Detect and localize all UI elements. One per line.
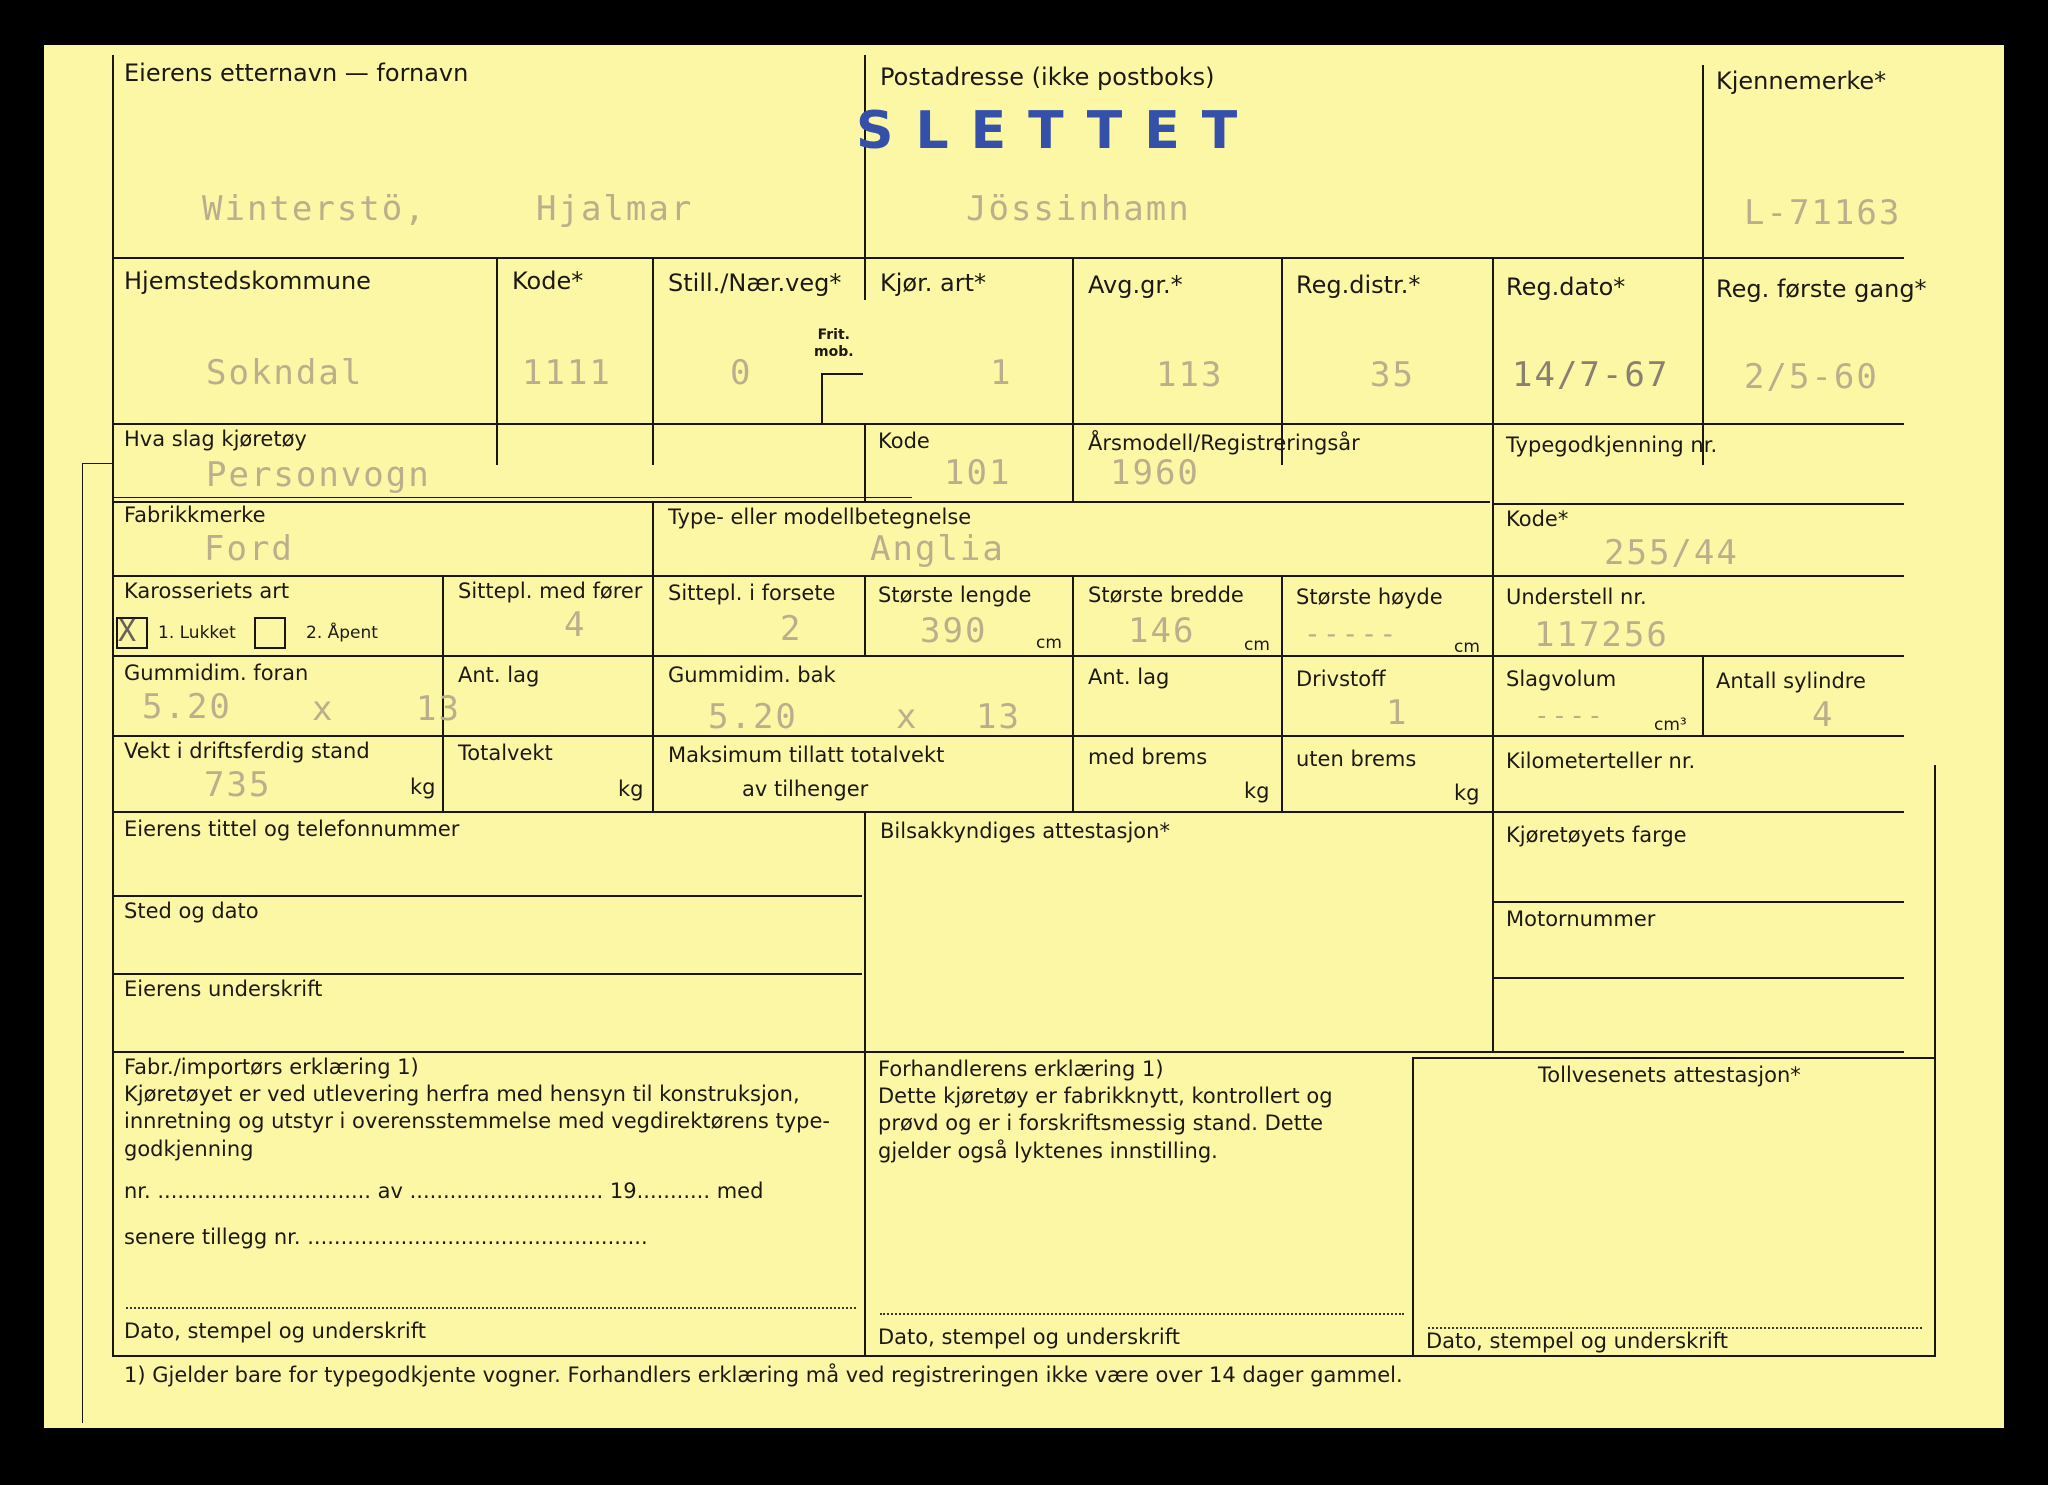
- row-divider: [112, 575, 1904, 577]
- open-label: 2. Åpent: [306, 623, 378, 643]
- cylinders-value: 4: [1812, 695, 1835, 735]
- with-brake-unit: kg: [1244, 779, 1270, 803]
- footnote: 1) Gjelder bare for typegodkjente vogner. Forhandlers erklæring må ved registreringen ikke være over 14 dager gammel.: [124, 1363, 1403, 1387]
- col-divider: [496, 257, 498, 465]
- plate-value: L-71163: [1744, 193, 1902, 233]
- col-divider: [1412, 1057, 1414, 1357]
- municipality-label: Hjemstedskommune: [124, 267, 371, 295]
- kode2-label: Kode*: [1506, 507, 1569, 531]
- owner-surname: Winterstö,: [202, 189, 427, 229]
- dealer-stamp-sign: Dato, stempel og underskrift: [878, 1325, 1180, 1349]
- length-unit: cm: [1036, 633, 1062, 653]
- seats-driver-label: Sittepl. med fører: [458, 579, 643, 603]
- municipality-value: Sokndal: [206, 353, 364, 393]
- height-value: -----: [1304, 617, 1399, 650]
- dealer-declaration-text: Dette kjøretøy er fabrikknytt, kontrollert og prøvd og er i forskriftsmessig stand. Dette gjelder også lyktenes innstilling.: [878, 1084, 1333, 1163]
- row-divider: [112, 895, 862, 897]
- code-value: 1111: [522, 353, 612, 393]
- reg-dato-value: 14/7-67: [1512, 355, 1670, 395]
- cylinders-label: Antall sylindre: [1716, 669, 1866, 693]
- col-divider-long: [1492, 423, 1494, 1053]
- vehicle-color-label: Kjøretøyets farge: [1506, 823, 1687, 847]
- col-divider: [1072, 423, 1074, 503]
- avg-gr-label: Avg.gr.*: [1088, 271, 1183, 299]
- importer-stamp-sign: Dato, stempel og underskrift: [124, 1319, 426, 1343]
- with-brake-label: med brems: [1088, 745, 1208, 769]
- customs-attestation-title: Tollvesenets attestasjon*: [1538, 1063, 1801, 1087]
- address-value: Jössinhamn: [966, 189, 1191, 229]
- bottom-rule: [112, 1355, 1936, 1357]
- seats-driver-value: 4: [564, 605, 587, 645]
- address-label: Postadresse (ikke postboks): [880, 63, 1215, 91]
- reg-first-value: 2/5-60: [1744, 357, 1879, 397]
- make-label: Fabrikkmerke: [124, 503, 266, 527]
- divider-owner-address: [864, 55, 866, 300]
- row-divider: [1492, 503, 1904, 505]
- weight-value: 735: [204, 765, 272, 805]
- importer-declaration-title: Fabr./importørs erklæring 1): [124, 1055, 419, 1079]
- vehicle-code-value: 101: [944, 453, 1012, 493]
- reg-dato-label: Reg.dato*: [1506, 273, 1626, 301]
- col-divider: [864, 577, 866, 657]
- chassis-value: 117256: [1534, 615, 1669, 655]
- vehicle-kind-value: Personvogn: [206, 455, 431, 495]
- make-value: Ford: [204, 529, 294, 569]
- divider-row2-row3: [112, 423, 1904, 425]
- type-approval-label: Typegodkjenning nr.: [1506, 433, 1718, 457]
- height-label: Største høyde: [1296, 585, 1443, 609]
- col-divider: [652, 257, 654, 465]
- weight-unit: kg: [410, 775, 436, 799]
- row-divider: [1492, 901, 1904, 903]
- fuel-value: 1: [1386, 693, 1409, 733]
- col-divider: [1072, 577, 1074, 813]
- vehicle-code-label: Kode: [878, 429, 930, 453]
- layers-front-label: Ant. lag: [458, 663, 540, 687]
- tyres-rear-x: x: [896, 697, 919, 737]
- volume-label: Slagvolum: [1506, 667, 1617, 691]
- left-margin-bracket-top: [82, 463, 112, 464]
- total-weight-label: Totalvekt: [458, 741, 553, 765]
- height-unit: cm: [1454, 637, 1480, 657]
- length-label: Største lengde: [878, 583, 1032, 607]
- tyres-rear-label: Gummidim. bak: [668, 663, 836, 687]
- max-weight-label: Maksimum tillatt totalvekt: [668, 743, 945, 767]
- owner-signature-label: Eierens underskrift: [124, 977, 323, 1001]
- layers-rear-label: Ant. lag: [1088, 665, 1170, 689]
- col-divider: [652, 503, 654, 813]
- model-label: Type- eller modellbetegnelse: [668, 505, 972, 529]
- expert-attestation-label: Bilsakkyndiges attestasjon*: [880, 819, 1170, 843]
- closed-check-mark: X: [118, 614, 137, 649]
- tyres-rear-rim: 13: [976, 697, 1021, 737]
- odometer-label: Kilometerteller nr.: [1506, 749, 1696, 773]
- row-divider: [1492, 977, 1904, 979]
- plate-label: Kjennemerke*: [1716, 67, 1887, 95]
- row-divider: [112, 497, 912, 498]
- reg-first-label: Reg. første gang*: [1716, 275, 1927, 303]
- frit-mob-label: Frit. mob.: [814, 327, 854, 360]
- left-margin-bracket: [82, 463, 83, 1423]
- reg-distr-label: Reg.distr.*: [1296, 271, 1421, 299]
- volume-unit: cm³: [1654, 715, 1687, 735]
- karosseri-label: Karosseriets art: [124, 579, 290, 603]
- slettet-stamp: SLETTET: [856, 101, 1260, 161]
- row-divider: [112, 973, 862, 975]
- row-divider: [112, 501, 1490, 503]
- row-divider: [112, 811, 1904, 813]
- kode2-value: 255/44: [1604, 533, 1739, 573]
- open-checkbox[interactable]: [254, 617, 286, 649]
- length-value: 390: [920, 611, 988, 651]
- tyres-front-rim: 13: [416, 689, 461, 729]
- frame-left-border: [112, 55, 114, 1355]
- importer-declaration-text: Kjøretøyet er ved utlevering herfra med hensyn til konstruksjon, innretning og utstyr i overensstemmelse med vegdirektørens type- godkjenning: [124, 1082, 830, 1161]
- col-divider: [1281, 577, 1283, 813]
- row-divider: [112, 1051, 1904, 1053]
- frame-right-border: [1934, 765, 1936, 1355]
- reg-distr-value: 35: [1370, 355, 1415, 395]
- total-weight-unit: kg: [618, 777, 644, 801]
- dealer-declaration-title: Forhandlerens erklæring 1): [878, 1057, 1164, 1081]
- closed-label: 1. Lukket: [158, 623, 236, 643]
- row-divider: [112, 655, 1904, 657]
- col-divider: [864, 423, 866, 503]
- kjor-art-label: Kjør. art*: [880, 269, 986, 297]
- tyres-front-size: 5.20: [142, 687, 232, 727]
- tyres-front-label: Gummidim. foran: [124, 661, 309, 685]
- code-label: Kode*: [512, 267, 584, 295]
- divider-header-row2: [112, 257, 1904, 259]
- weight-label: Vekt i driftsferdig stand: [124, 739, 370, 763]
- width-label: Største bredde: [1088, 583, 1244, 607]
- row-divider: [1412, 1057, 1934, 1059]
- place-date-label: Sted og dato: [124, 899, 259, 923]
- fuel-label: Drivstoff: [1296, 667, 1386, 691]
- signature-dotted-line: [880, 1313, 1404, 1315]
- frit-mob-tick-top: [821, 373, 863, 375]
- still-label: Still./Nær.veg*: [668, 269, 842, 297]
- owner-firstname: Hjalmar: [536, 189, 694, 229]
- col-divider: [864, 1051, 866, 1355]
- still-value: 0: [730, 353, 753, 393]
- year-value: 1960: [1110, 453, 1200, 493]
- avg-gr-value: 113: [1156, 355, 1224, 395]
- without-brake-label: uten brems: [1296, 747, 1417, 771]
- trailer-label: av tilhenger: [742, 777, 869, 801]
- importer-later-line: senere tillegg nr. ...................................................: [124, 1225, 648, 1249]
- model-value: Anglia: [870, 529, 1005, 569]
- width-value: 146: [1128, 611, 1196, 651]
- volume-value: ----: [1534, 701, 1605, 731]
- registration-card: [44, 45, 2004, 1428]
- customs-stamp-sign: Dato, stempel og underskrift: [1426, 1329, 1728, 1353]
- owner-name-label: Eierens etternavn — fornavn: [124, 59, 469, 87]
- owner-title-label: Eierens tittel og telefonnummer: [124, 817, 460, 841]
- tyres-front-x: x: [312, 689, 335, 729]
- signature-dotted-line: [126, 1307, 856, 1309]
- width-unit: cm: [1244, 635, 1270, 655]
- importer-nr-line: nr. ................................ av ............................. 19........... med: [124, 1179, 764, 1203]
- seats-front-value: 2: [780, 609, 803, 649]
- col-divider: [864, 811, 866, 1053]
- engine-number-label: Motornummer: [1506, 907, 1656, 931]
- frit-mob-tick: [821, 373, 823, 423]
- seats-front-label: Sittepl. i forsete: [668, 581, 836, 605]
- without-brake-unit: kg: [1454, 781, 1480, 805]
- chassis-label: Understell nr.: [1506, 585, 1647, 609]
- vehicle-kind-label: Hva slag kjøretøy: [124, 427, 307, 451]
- kjor-art-value: 1: [990, 353, 1013, 393]
- col-divider: [1702, 657, 1704, 737]
- year-label: Årsmodell/Registreringsår: [1088, 431, 1360, 455]
- tyres-rear-size: 5.20: [708, 697, 798, 737]
